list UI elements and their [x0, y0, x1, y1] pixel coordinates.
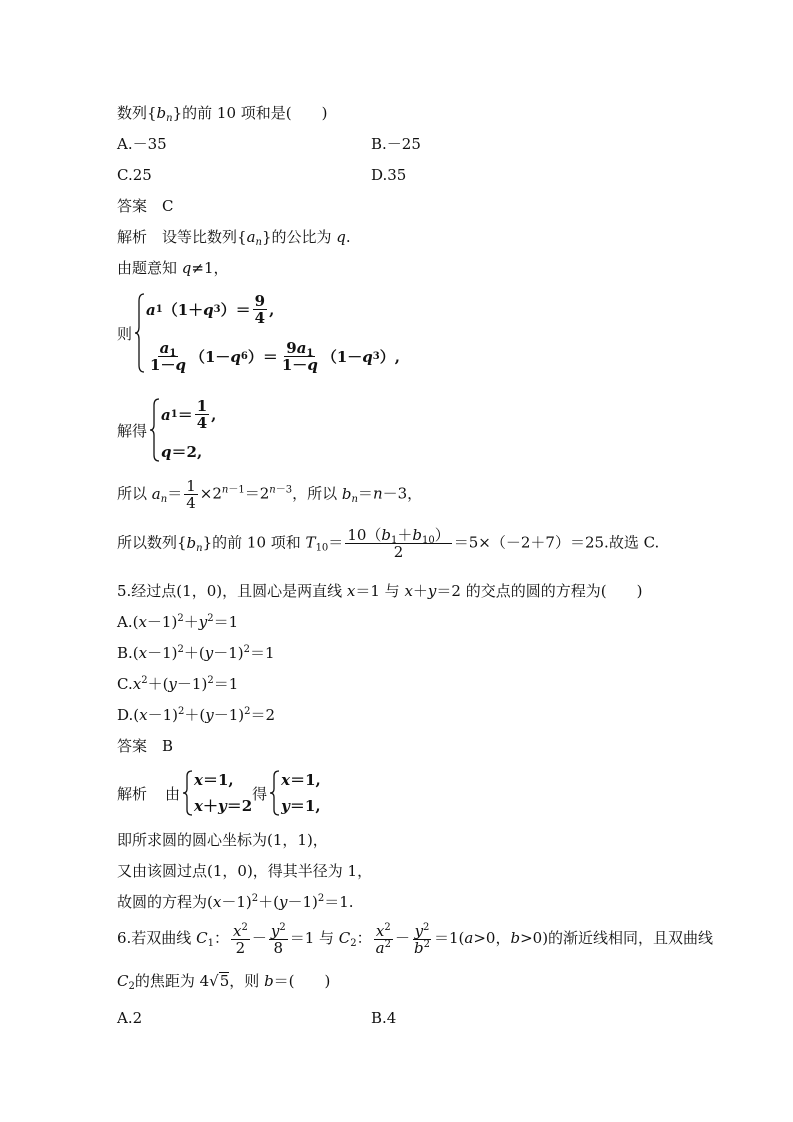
q6-stem-line1: 6.若双曲线 $C_1$： $\frac{x^2}{2}$ － $\frac{y^2}{8}$ ＝1 与 $C_2$： $\frac{x^2}{a^2}$ － $\frac{y^2}{b^2}$ ＝1(a>0，b>0)的渐近线相同，且双曲线	[117, 921, 714, 957]
system-row-2: x ＋ y ＝2	[194, 797, 253, 815]
answer-label: 答案	[117, 197, 148, 215]
answer-label: 答案	[117, 737, 148, 755]
q4-so-an: 所以 $a_n=$ $\frac{1}{4}$ $\times 2^{n-1}=2^{n-3}$，所以 $b_n=n-3$，	[117, 477, 423, 512]
q4-option-d: D.35	[371, 166, 407, 184]
you-label: 由	[165, 784, 181, 803]
q4-so-T: 所以数列$\{b_n\}$的前 10 项和 $T_{10}=$ $\frac{10(b_1+b_{10})}{2}$ ＝5×（－2＋7）＝25.故选 C.	[117, 526, 660, 561]
q4-option-b: B.－25	[371, 135, 421, 153]
q6-stem-line2: $C_2$的焦距为 4√5，则 b＝( )	[117, 972, 331, 992]
q5-line2: 又由该圆过点(1，0)，得其半径为 1，	[117, 862, 373, 880]
q4-analysis-line1: 解析 设等比数列$\{a_n\}$的公比为 q.	[117, 228, 351, 248]
q5-option-b: $B.(x-1)^2+(y-1)^2=1$	[117, 644, 275, 662]
system-row-1: a 1 ＝ $\frac{1}{4}$ ,	[161, 397, 217, 432]
q5-line3: 故圆的方程为$(x-1)^2+(y-1)^2=1$.	[117, 893, 354, 911]
system-row-2: $\frac{a_1}{1-q}$ （1－ q 6 ）＝ $\frac{9a_1}{1-q}$ （1－ q 3 ）,	[150, 339, 400, 374]
q5-option-a: $A.(x-1)^2+y^2=1$	[117, 613, 239, 631]
left-brace-icon	[182, 770, 194, 816]
q6-option-a: A.2	[117, 1009, 143, 1027]
q4-system-then	[117, 293, 400, 373]
system-row-1: x ＝1,	[281, 771, 321, 789]
answer-value: B	[162, 737, 174, 755]
left-brace-icon	[149, 398, 161, 462]
left-brace-icon	[134, 293, 146, 373]
q4-analysis-line2: 由题意知 q≠1，	[117, 259, 229, 277]
q5-analysis-system	[117, 770, 321, 816]
q5-stem: 5.经过点(1，0)，且圆心是两直线 x＝1 与 x＋y＝2 的交点的圆的方程为( )	[117, 582, 643, 600]
system-row-1: x ＝1,	[194, 771, 234, 789]
then-label: 则	[117, 324, 133, 343]
left-brace-icon	[269, 770, 281, 816]
analysis-label: 解析	[117, 784, 148, 803]
sqrt-icon: √	[209, 972, 219, 990]
solve-label: 解得	[117, 421, 148, 440]
de-label: 得	[252, 784, 268, 803]
q5-option-d: $D.(x-1)^2+(y-1)^2=2$	[117, 706, 276, 724]
system-row-1: a 1 （1＋ q 3 ）＝ $\frac{9}{4}$ ,	[146, 292, 275, 327]
analysis-label: 解析	[117, 228, 148, 246]
q4-answer	[117, 196, 174, 216]
answer-value: C	[162, 197, 174, 215]
q4-system-solve	[117, 398, 216, 462]
q4-option-a: A.－35	[117, 135, 167, 153]
q4-stem-end: 数列$\{b_n\}$的前 10 项和是( )	[117, 104, 328, 124]
q6-option-b: B.4	[371, 1009, 397, 1027]
q4-option-c: C.25	[117, 166, 152, 184]
q5-option-c: $C.x^2+(y-1)^2=1$	[117, 675, 239, 693]
system-row-2: q ＝2,	[161, 443, 203, 461]
system-row-2: y ＝1,	[281, 797, 321, 815]
q5-answer	[117, 736, 173, 756]
q5-line1: 即所求圆的圆心坐标为(1，1)，	[117, 831, 328, 849]
